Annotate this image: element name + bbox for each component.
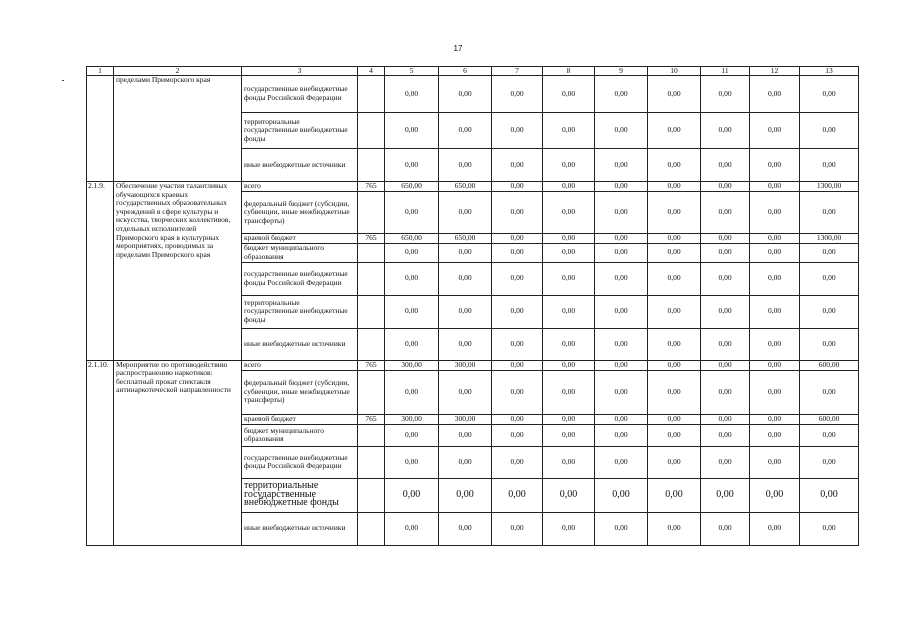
year-value: 0,00 bbox=[648, 370, 701, 414]
kbk-code bbox=[358, 262, 385, 295]
year-value: 0,00 bbox=[543, 328, 595, 360]
year-value: 0,00 bbox=[648, 414, 701, 424]
year-value: 0,00 bbox=[439, 370, 492, 414]
header-cell: 10 bbox=[648, 67, 701, 76]
year-value: 0,00 bbox=[492, 424, 543, 446]
year-value: 0,00 bbox=[701, 234, 750, 244]
year-value: 0,00 bbox=[439, 243, 492, 262]
year-value: 0,00 bbox=[750, 328, 800, 360]
year-value: 0,00 bbox=[648, 234, 701, 244]
year-value: 650,00 bbox=[439, 182, 492, 192]
kbk-code: 765 bbox=[358, 414, 385, 424]
year-value: 0,00 bbox=[492, 262, 543, 295]
budget-table bbox=[86, 66, 859, 546]
year-value: 0,00 bbox=[385, 295, 439, 328]
kbk-code: 765 bbox=[358, 234, 385, 244]
year-value: 0,00 bbox=[648, 149, 701, 182]
year-value: 0,00 bbox=[543, 243, 595, 262]
year-value: 0,00 bbox=[701, 446, 750, 478]
funding-source: иные внебюджетные источники bbox=[242, 149, 358, 182]
header-cell: 9 bbox=[595, 67, 648, 76]
year-value: 0,00 bbox=[543, 424, 595, 446]
funding-source: всего bbox=[242, 182, 358, 192]
funding-source: бюджет муниципального образования bbox=[242, 424, 358, 446]
total-value: 1300,00 bbox=[800, 182, 859, 192]
year-value: 0,00 bbox=[543, 478, 595, 512]
year-value: 0,00 bbox=[492, 414, 543, 424]
table-row bbox=[87, 76, 859, 113]
year-value: 0,00 bbox=[492, 478, 543, 512]
year-value: 0,00 bbox=[439, 76, 492, 113]
kbk-code bbox=[358, 328, 385, 360]
funding-source: краевой бюджет bbox=[242, 234, 358, 244]
year-value: 0,00 bbox=[750, 192, 800, 234]
year-value: 0,00 bbox=[385, 478, 439, 512]
year-value: 0,00 bbox=[750, 295, 800, 328]
year-value: 0,00 bbox=[701, 370, 750, 414]
year-value: 0,00 bbox=[543, 414, 595, 424]
kbk-code bbox=[358, 478, 385, 512]
year-value: 0,00 bbox=[439, 295, 492, 328]
year-value: 0,00 bbox=[701, 414, 750, 424]
year-value: 0,00 bbox=[750, 182, 800, 192]
item-code bbox=[87, 76, 114, 182]
year-value: 0,00 bbox=[701, 113, 750, 149]
kbk-code bbox=[358, 243, 385, 262]
year-value: 300,00 bbox=[439, 360, 492, 370]
total-value: 0,00 bbox=[800, 76, 859, 113]
year-value: 0,00 bbox=[595, 424, 648, 446]
year-value: 0,00 bbox=[439, 512, 492, 545]
funding-source: государственные внебюджетные фонды Российской Федерации bbox=[242, 76, 358, 113]
year-value: 0,00 bbox=[492, 446, 543, 478]
year-value: 0,00 bbox=[750, 243, 800, 262]
total-value: 0,00 bbox=[800, 424, 859, 446]
kbk-code bbox=[358, 192, 385, 234]
year-value: 0,00 bbox=[701, 192, 750, 234]
header-cell: 1 bbox=[87, 67, 114, 76]
kbk-code bbox=[358, 149, 385, 182]
year-value: 0,00 bbox=[492, 76, 543, 113]
year-value: 0,00 bbox=[750, 512, 800, 545]
year-value: 0,00 bbox=[543, 76, 595, 113]
year-value: 300,00 bbox=[385, 360, 439, 370]
year-value: 0,00 bbox=[385, 446, 439, 478]
header-cell: 11 bbox=[701, 67, 750, 76]
year-value: 0,00 bbox=[595, 243, 648, 262]
item-name: пределами Приморского края bbox=[114, 76, 242, 182]
year-value: 0,00 bbox=[648, 512, 701, 545]
total-value: 0,00 bbox=[800, 370, 859, 414]
year-value: 0,00 bbox=[750, 262, 800, 295]
header-cell: 8 bbox=[543, 67, 595, 76]
year-value: 0,00 bbox=[648, 76, 701, 113]
year-value: 0,00 bbox=[648, 446, 701, 478]
year-value: 300,00 bbox=[385, 414, 439, 424]
kbk-code bbox=[358, 113, 385, 149]
table-body bbox=[87, 67, 859, 546]
year-value: 0,00 bbox=[492, 370, 543, 414]
year-value: 0,00 bbox=[648, 295, 701, 328]
total-value: 0,00 bbox=[800, 149, 859, 182]
funding-source: территориальные государственные внебюджетные фонды bbox=[242, 113, 358, 149]
year-value: 0,00 bbox=[750, 424, 800, 446]
year-value: 0,00 bbox=[385, 262, 439, 295]
year-value: 0,00 bbox=[492, 243, 543, 262]
year-value: 0,00 bbox=[701, 512, 750, 545]
year-value: 0,00 bbox=[701, 295, 750, 328]
year-value: 0,00 bbox=[750, 149, 800, 182]
kbk-code bbox=[358, 424, 385, 446]
total-value: 0,00 bbox=[800, 295, 859, 328]
year-value: 0,00 bbox=[385, 328, 439, 360]
year-value: 0,00 bbox=[439, 446, 492, 478]
year-value: 0,00 bbox=[595, 446, 648, 478]
header-cell: 7 bbox=[492, 67, 543, 76]
year-value: 0,00 bbox=[595, 182, 648, 192]
year-value: 0,00 bbox=[701, 182, 750, 192]
total-value: 0,00 bbox=[800, 446, 859, 478]
year-value: 0,00 bbox=[492, 295, 543, 328]
year-value: 0,00 bbox=[543, 295, 595, 328]
header-cell: 3 bbox=[242, 67, 358, 76]
funding-source: краевой бюджет bbox=[242, 414, 358, 424]
year-value: 0,00 bbox=[595, 512, 648, 545]
total-value: 0,00 bbox=[800, 328, 859, 360]
kbk-code bbox=[358, 446, 385, 478]
total-value: 600,00 bbox=[800, 360, 859, 370]
item-name: Мероприятие по противодействию распространению наркотиков: бесплатный прокат спектакля антинаркотической направленности bbox=[114, 360, 242, 545]
year-value: 0,00 bbox=[492, 360, 543, 370]
year-value: 0,00 bbox=[595, 192, 648, 234]
year-value: 0,00 bbox=[750, 370, 800, 414]
year-value: 300,00 bbox=[439, 414, 492, 424]
header-cell: 12 bbox=[750, 67, 800, 76]
kbk-code: 765 bbox=[358, 182, 385, 192]
header-row bbox=[87, 67, 859, 76]
year-value: 0,00 bbox=[701, 262, 750, 295]
header-cell: 5 bbox=[385, 67, 439, 76]
year-value: 0,00 bbox=[543, 512, 595, 545]
year-value: 650,00 bbox=[385, 182, 439, 192]
year-value: 0,00 bbox=[543, 113, 595, 149]
year-value: 0,00 bbox=[750, 234, 800, 244]
year-value: 0,00 bbox=[648, 328, 701, 360]
kbk-code: 765 bbox=[358, 360, 385, 370]
header-cell: 13 bbox=[800, 67, 859, 76]
year-value: 0,00 bbox=[543, 234, 595, 244]
year-value: 0,00 bbox=[648, 360, 701, 370]
year-value: 0,00 bbox=[595, 295, 648, 328]
year-value: 0,00 bbox=[648, 478, 701, 512]
year-value: 0,00 bbox=[385, 113, 439, 149]
funding-source: бюджет муниципального образования bbox=[242, 243, 358, 262]
year-value: 0,00 bbox=[595, 149, 648, 182]
kbk-code bbox=[358, 370, 385, 414]
year-value: 0,00 bbox=[595, 328, 648, 360]
year-value: 0,00 bbox=[439, 478, 492, 512]
year-value: 0,00 bbox=[543, 192, 595, 234]
year-value: 0,00 bbox=[701, 328, 750, 360]
year-value: 0,00 bbox=[439, 192, 492, 234]
year-value: 0,00 bbox=[701, 76, 750, 113]
funding-source: иные внебюджетные источники bbox=[242, 512, 358, 545]
year-value: 0,00 bbox=[439, 149, 492, 182]
total-value: 0,00 bbox=[800, 262, 859, 295]
year-value: 0,00 bbox=[750, 446, 800, 478]
funding-source: всего bbox=[242, 360, 358, 370]
funding-source: территориальные государственные внебюджетные фонды bbox=[242, 295, 358, 328]
year-value: 0,00 bbox=[595, 76, 648, 113]
funding-source: государственные внебюджетные фонды Российской Федерации bbox=[242, 262, 358, 295]
total-value: 0,00 bbox=[800, 478, 859, 512]
year-value: 0,00 bbox=[543, 370, 595, 414]
kbk-code bbox=[358, 76, 385, 113]
funding-source: государственные внебюджетные фонды Российской Федерации bbox=[242, 446, 358, 478]
item-code: 2.1.9. bbox=[87, 182, 114, 361]
header-cell: 2 bbox=[114, 67, 242, 76]
year-value: 0,00 bbox=[385, 424, 439, 446]
total-value: 0,00 bbox=[800, 192, 859, 234]
year-value: 0,00 bbox=[595, 113, 648, 149]
year-value: 0,00 bbox=[385, 243, 439, 262]
year-value: 0,00 bbox=[701, 424, 750, 446]
year-value: 0,00 bbox=[595, 478, 648, 512]
year-value: 0,00 bbox=[385, 192, 439, 234]
year-value: 0,00 bbox=[701, 149, 750, 182]
margin-mark bbox=[62, 80, 64, 81]
year-value: 0,00 bbox=[543, 262, 595, 295]
year-value: 0,00 bbox=[648, 182, 701, 192]
year-value: 0,00 bbox=[648, 113, 701, 149]
total-value: 0,00 bbox=[800, 113, 859, 149]
item-name: Обеспечение участия талантливых обучающихся краевых государственных образовательных учреждений в сфере культуры и искусства, творческих коллективов, отдельных исполнителей Приморского края в культурных мероприятиях, проводимых за пределами Приморского края bbox=[114, 182, 242, 361]
year-value: 0,00 bbox=[492, 512, 543, 545]
year-value: 0,00 bbox=[492, 234, 543, 244]
year-value: 0,00 bbox=[701, 243, 750, 262]
table-row bbox=[87, 182, 859, 192]
kbk-code bbox=[358, 295, 385, 328]
year-value: 0,00 bbox=[439, 424, 492, 446]
year-value: 0,00 bbox=[385, 370, 439, 414]
year-value: 0,00 bbox=[595, 262, 648, 295]
year-value: 650,00 bbox=[385, 234, 439, 244]
year-value: 0,00 bbox=[543, 182, 595, 192]
year-value: 0,00 bbox=[385, 512, 439, 545]
year-value: 0,00 bbox=[701, 360, 750, 370]
year-value: 0,00 bbox=[439, 113, 492, 149]
year-value: 0,00 bbox=[648, 192, 701, 234]
year-value: 0,00 bbox=[492, 328, 543, 360]
funding-source: федеральный бюджет (субсидии, субвенции, иные межбюджетные трансферты) bbox=[242, 192, 358, 234]
year-value: 0,00 bbox=[750, 76, 800, 113]
year-value: 0,00 bbox=[750, 113, 800, 149]
header-cell: 6 bbox=[439, 67, 492, 76]
year-value: 650,00 bbox=[439, 234, 492, 244]
year-value: 0,00 bbox=[385, 76, 439, 113]
year-value: 0,00 bbox=[595, 360, 648, 370]
year-value: 0,00 bbox=[543, 446, 595, 478]
total-value: 0,00 bbox=[800, 243, 859, 262]
year-value: 0,00 bbox=[439, 262, 492, 295]
total-value: 0,00 bbox=[800, 512, 859, 545]
table-row bbox=[87, 360, 859, 370]
kbk-code bbox=[358, 512, 385, 545]
year-value: 0,00 bbox=[439, 328, 492, 360]
total-value: 600,00 bbox=[800, 414, 859, 424]
year-value: 0,00 bbox=[385, 149, 439, 182]
year-value: 0,00 bbox=[595, 234, 648, 244]
page-number: 17 bbox=[453, 44, 463, 53]
year-value: 0,00 bbox=[492, 113, 543, 149]
year-value: 0,00 bbox=[543, 360, 595, 370]
year-value: 0,00 bbox=[492, 149, 543, 182]
year-value: 0,00 bbox=[648, 424, 701, 446]
funding-source: федеральный бюджет (субсидии, субвенции, иные межбюджетные трансферты) bbox=[242, 370, 358, 414]
total-value: 1300,00 bbox=[800, 234, 859, 244]
year-value: 0,00 bbox=[492, 192, 543, 234]
year-value: 0,00 bbox=[595, 414, 648, 424]
year-value: 0,00 bbox=[595, 370, 648, 414]
item-code: 2.1.10. bbox=[87, 360, 114, 545]
year-value: 0,00 bbox=[648, 243, 701, 262]
year-value: 0,00 bbox=[750, 360, 800, 370]
year-value: 0,00 bbox=[492, 182, 543, 192]
year-value: 0,00 bbox=[750, 414, 800, 424]
funding-source: территориальные государственные внебюджетные фонды bbox=[242, 478, 358, 512]
year-value: 0,00 bbox=[701, 478, 750, 512]
funding-source: иные внебюджетные источники bbox=[242, 328, 358, 360]
year-value: 0,00 bbox=[750, 478, 800, 512]
header-cell: 4 bbox=[358, 67, 385, 76]
year-value: 0,00 bbox=[648, 262, 701, 295]
year-value: 0,00 bbox=[543, 149, 595, 182]
